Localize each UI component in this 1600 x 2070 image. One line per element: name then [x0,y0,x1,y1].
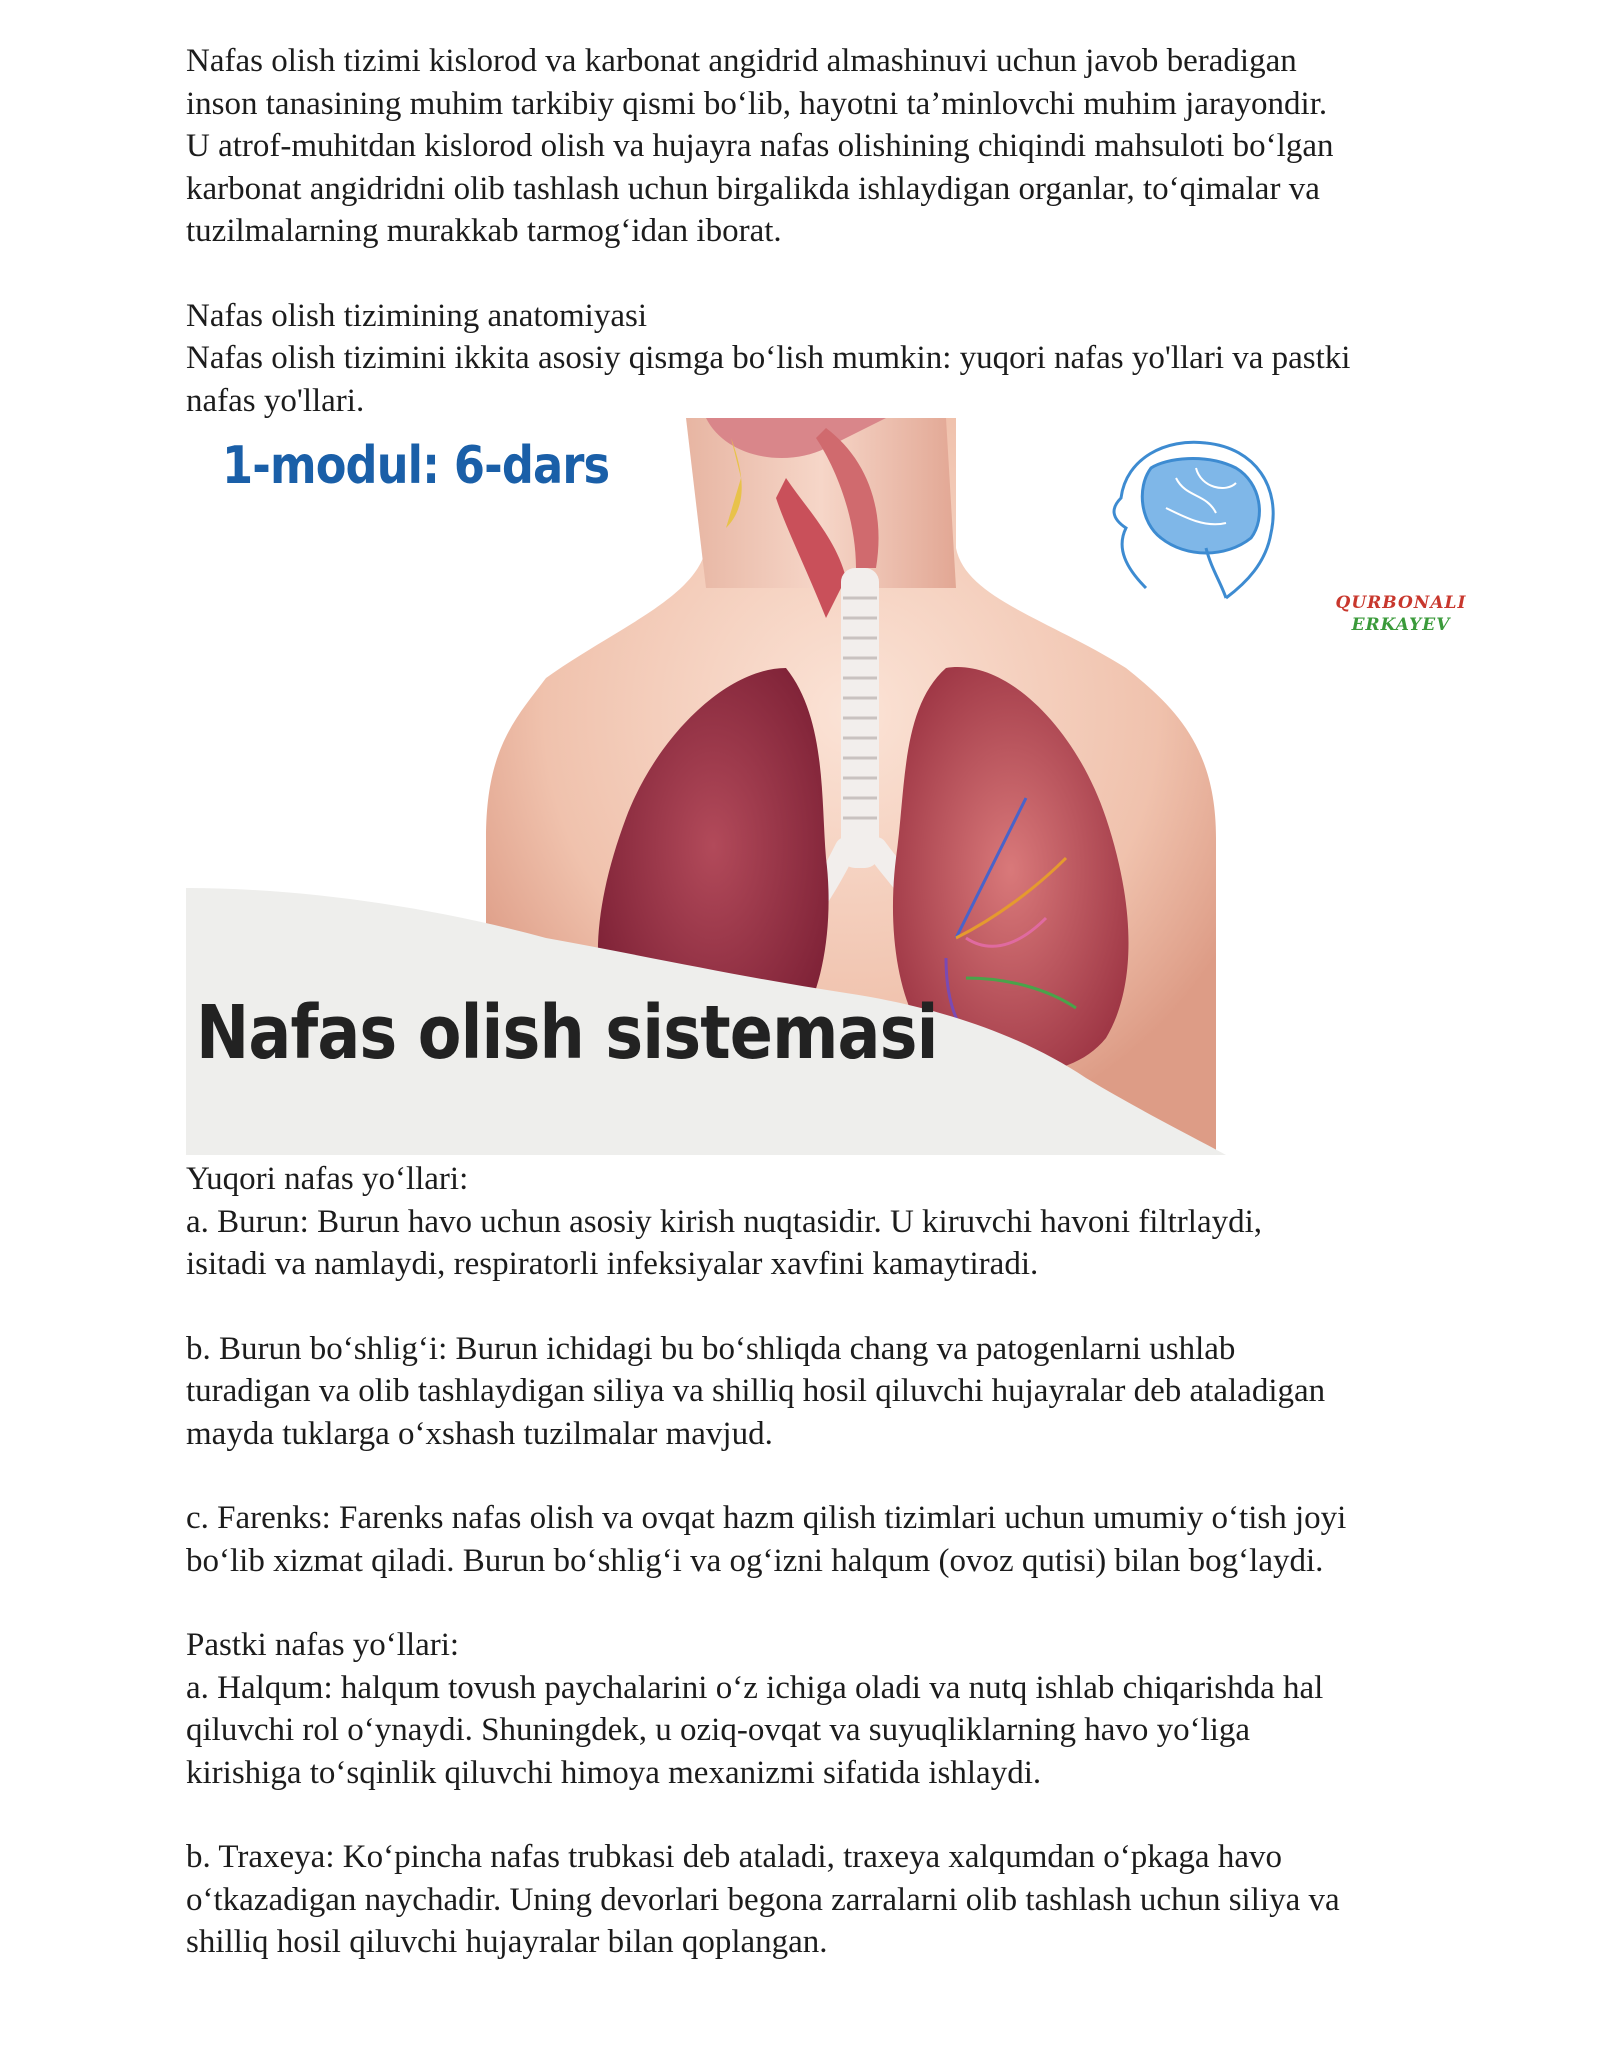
logo-last-name: ERKAYEV [1351,615,1451,635]
text-line: b. Burun bo‘shlig‘i: Burun ichidagi bu bo‘shliqda chang va patogenlarni ushlab [186,1330,1236,1367]
text-line: nafas yo'llari. [186,382,365,419]
text-line: U atrof-muhitdan kislorod olish va hujayra nafas olishining chiqindi mahsuloti bo‘lgan [186,128,1334,164]
section-heading: Yuqori nafas yo‘llari: [186,1161,469,1197]
text-line: mayda tuklarga o‘xshash tuzilmalar mavjud. [186,1415,773,1452]
lower-airways-section [186,1624,1526,1794]
intro-paragraph [186,40,1526,253]
text-line: bo‘lib xizmat qiladi. Burun bo‘shlig‘i va og‘izni halqum (ovoz qutisi) bilan bog‘laydi. [186,1542,1324,1579]
respiratory-illustration [186,418,1467,1155]
text-line: shilliq hosil qiluvchi hujayralar bilan qoplangan. [186,1924,828,1960]
text-line: b. Traxeya: Ko‘pincha nafas trubkasi deb ataladi, traxeya xalqumdan o‘pkaga havo [186,1839,1282,1875]
lesson-title: 1-modul: 6-dars [222,436,610,496]
text-line: a. Burun: Burun havo uchun asosiy kirish nuqtasidir. U kiruvchi havoni filtrlaydi, [186,1203,1263,1240]
logo-first-name: QURBONALI [1335,593,1467,613]
figure-caption: Nafas olish sistemasi [196,990,938,1076]
upper-item-c [186,1497,1526,1582]
upper-airways-section [186,1158,1526,1286]
section-heading: Pastki nafas yo‘llari: [186,1627,460,1663]
document-page-lower [186,1158,1526,1964]
text-line: inson tanasining muhim tarkibiy qismi bo‘lib, hayotni ta’minlovchi muhim jarayondir. [186,85,1328,122]
text-line: o‘tkazadigan naychadir. Uning devorlari begona zarralarni olib tashlash uchun siliya va [186,1881,1340,1918]
author-logo-text [1306,592,1496,636]
text-line: tuzilmalarning murakkab tarmog‘idan iborat. [186,213,782,249]
text-line: isitadi va namlaydi, respiratorli infeksiyalar xavfini kamaytiradi. [186,1246,1039,1282]
text-line: Nafas olish tizimini ikkita asosiy qismga bo‘lish mumkin: yuqori nafas yo'llari va pastki [186,340,1351,376]
lower-item-b [186,1836,1526,1964]
brain-logo-icon [1114,442,1273,598]
text-line: kirishiga to‘sqinlik qiluvchi himoya mexanizmi sifatida ishlaydi. [186,1754,1042,1791]
upper-item-b [186,1328,1526,1456]
text-line: c. Farenks: Farenks nafas olish va ovqat hazm qilish tizimlari uchun umumiy o‘tish joyi [186,1500,1347,1536]
anatomy-paragraph [186,295,1526,423]
text-line: karbonat angidridni olib tashlash uchun birgalikda ishlaydigan organlar, to‘qimalar va [186,170,1320,207]
document-page [186,40,1526,422]
text-line: a. Halqum: halqum tovush paychalarini o‘z ichiga oladi va nutq ishlab chiqarishda hal [186,1669,1324,1706]
section-heading: Nafas olish tizimining anatomiyasi [186,297,648,334]
text-line: qiluvchi rol o‘ynaydi. Shuningdek, u oziq-ovqat va suyuqliklarning havo yo‘liga [186,1712,1251,1748]
text-line: turadigan va olib tashlaydigan siliya va shilliq hosil qiluvchi hujayralar deb ataladigan [186,1373,1326,1409]
text-line: Nafas olish tizimi kislorod va karbonat angidrid almashinuvi uchun javob beradigan [186,43,1297,79]
